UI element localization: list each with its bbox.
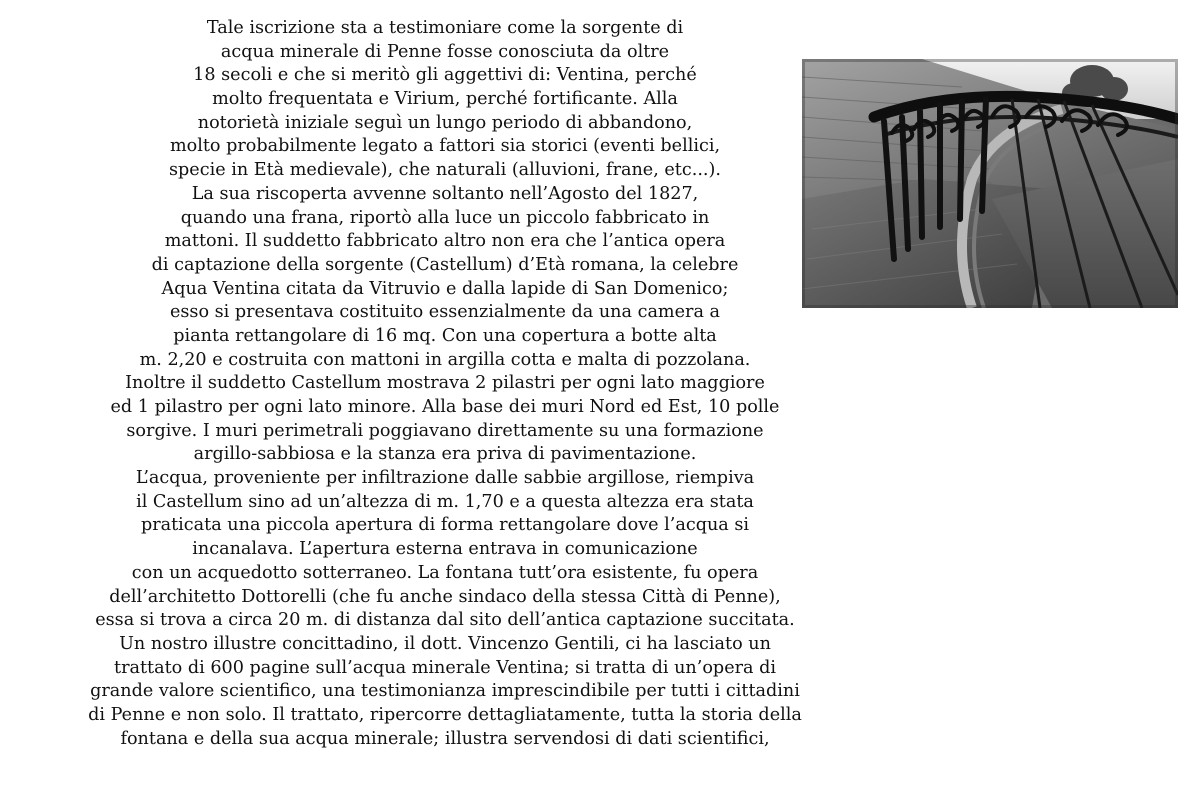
text-line: quando una frana, riportò alla luce un piccolo fabbricato in bbox=[180, 207, 710, 228]
text-line: di Penne e non solo. Il trattato, ripercorre dettagliatamente, tutta la storia della bbox=[88, 704, 802, 725]
text-line: praticata una piccola apertura di forma rettangolare dove l’acqua si bbox=[140, 515, 750, 536]
text-line: m. 2,20 e costruita con mattoni in argilla cotta e malta di pozzolana. bbox=[139, 349, 751, 370]
text-line: notorietà iniziale seguì un lungo periodo di abbandono, bbox=[197, 112, 693, 133]
fountain-railing-photo bbox=[802, 59, 1178, 308]
text-line: ed 1 pilastro per ogni lato minore. Alla base dei muri Nord ed Est, 10 polle bbox=[110, 397, 780, 417]
text-line: Tale iscrizione sta a testimoniare come la sorgente di bbox=[206, 18, 684, 38]
text-line: Aqua Ventina citata da Vitruvio e dalla lapide di San Domenico; bbox=[161, 278, 729, 299]
text-line: trattato di 600 pagine sull’acqua minerale Ventina; si tratta di un’opera di bbox=[114, 657, 776, 678]
text-line: molto frequentata e Virium, perché fortificante. Alla bbox=[212, 89, 678, 110]
text-line: L’acqua, proveniente per infiltrazione dalle sabbie argillose, riempiva bbox=[135, 468, 755, 489]
text-line: sorgive. I muri perimetrali poggiavano direttamente su una formazione bbox=[126, 420, 764, 441]
text-line: Inoltre il suddetto Castellum mostrava 2 pilastri per ogni lato maggiore bbox=[125, 373, 765, 394]
railing-photo-drawing bbox=[802, 59, 1178, 308]
text-line: pianta rettangolare di 16 mq. Con una copertura a botte alta bbox=[173, 325, 717, 346]
text-line: molto probabilmente legato a fattori sia storici (eventi bellici, bbox=[169, 136, 721, 157]
text-line: fontana e della sua acqua minerale; illustra servendosi di dati scientifici, bbox=[120, 728, 770, 749]
text-line: La sua riscoperta avvenne soltanto nell’Agosto del 1827, bbox=[191, 183, 699, 204]
text-line: mattoni. Il suddetto fabbricato altro non era che l’antica opera bbox=[164, 231, 726, 252]
text-line: argillo-sabbiosa e la stanza era priva di pavimentazione. bbox=[193, 444, 697, 465]
text-line: Un nostro illustre concittadino, il dott. Vincenzo Gentili, ci ha lasciato un bbox=[119, 633, 771, 654]
text-line: con un acquedotto sotterraneo. La fontana tutt’ora esistente, fu opera bbox=[131, 562, 759, 583]
text-line: essa si trova a circa 20 m. di distanza dal sito dell’antica captazione succitata. bbox=[95, 610, 795, 631]
text-line: incanalava. L’apertura esterna entrava in comunicazione bbox=[192, 539, 698, 560]
text-line: il Castellum sino ad un’altezza di m. 1,70 e a questa altezza era stata bbox=[136, 491, 754, 512]
text-line: 18 secoli e che si meritò gli aggettivi di: Ventina, perché bbox=[193, 65, 697, 86]
text-line: grande valore scientifico, una testimonianza imprescindibile per tutti i cittadini bbox=[90, 681, 800, 702]
article-text bbox=[20, 17, 870, 751]
text-line: esso si presentava costituito essenzialmente da una camera a bbox=[169, 302, 721, 323]
text-line: dell’architetto Dottorelli (che fu anche sindaco della stessa Città di Penne), bbox=[109, 586, 781, 607]
text-line: di captazione della sorgente (Castellum) d’Età romana, la celebre bbox=[151, 254, 739, 275]
text-line: acqua minerale di Penne fosse conosciuta da oltre bbox=[220, 41, 670, 62]
text-line: specie in Età medievale), che naturali (alluvioni, frane, etc...). bbox=[169, 160, 721, 181]
